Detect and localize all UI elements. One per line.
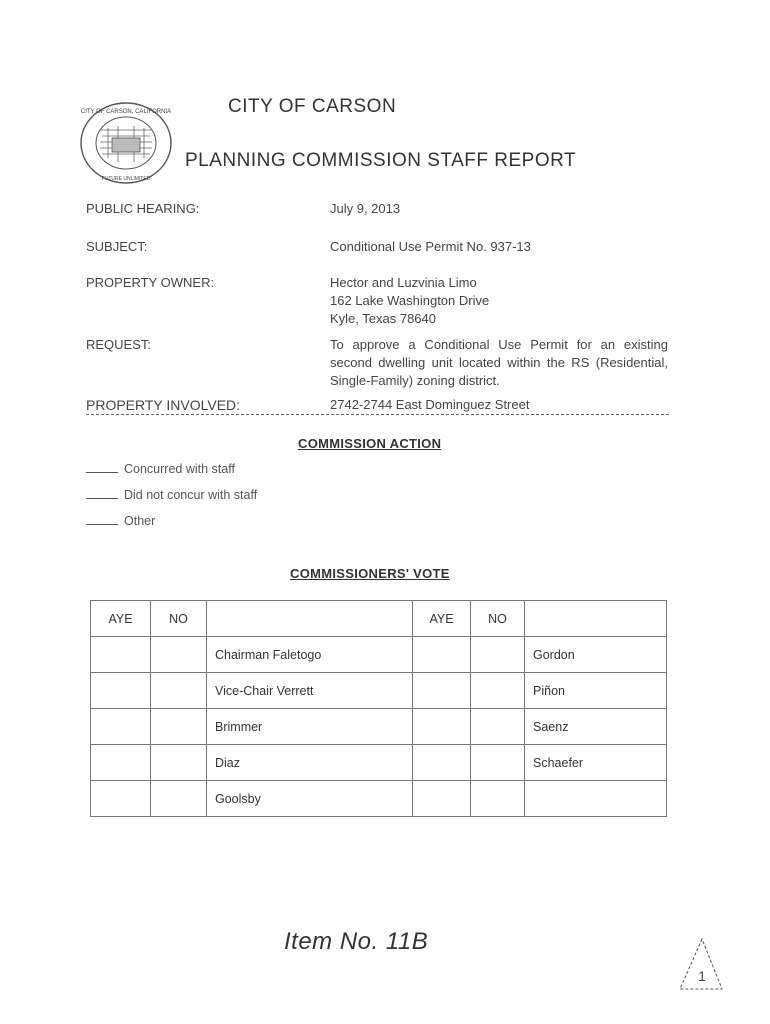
table-row	[91, 637, 667, 673]
divider-rule	[86, 414, 669, 415]
corner-mark-number: 1	[698, 968, 706, 984]
blank-line	[86, 498, 118, 499]
city-seal	[78, 100, 174, 186]
aye-cell	[91, 745, 151, 781]
item-number: Item No. 11B	[284, 928, 429, 955]
commissioner-name: Saenz	[525, 709, 667, 745]
no-cell	[471, 745, 525, 781]
commissioner-name: Diaz	[207, 745, 413, 781]
aye-cell	[413, 781, 471, 817]
action-option-concurred	[86, 462, 235, 476]
no-cell	[151, 673, 207, 709]
owner-street: 162 Lake Washington Drive	[330, 293, 490, 308]
label-property-involved: PROPERTY INVOLVED:	[86, 397, 241, 413]
label-property-owner: PROPERTY OWNER:	[86, 275, 215, 290]
no-cell	[151, 745, 207, 781]
aye-cell	[413, 673, 471, 709]
commissioner-name: Goolsby	[207, 781, 413, 817]
label-request: REQUEST:	[86, 337, 152, 352]
aye-cell	[91, 637, 151, 673]
table-row	[91, 745, 667, 781]
header-name-right	[525, 601, 667, 637]
header-aye-left: AYE	[91, 601, 151, 637]
no-cell	[151, 709, 207, 745]
value-request: To approve a Conditional Use Permit for an existing second dwelling unit located within the RS (Residential, Single-Family) zoning district.	[330, 337, 668, 388]
blank-line	[86, 472, 118, 473]
table-row	[91, 673, 667, 709]
commissioners-vote-table	[90, 600, 667, 817]
owner-city: Kyle, Texas 78640	[330, 311, 436, 326]
commissioner-name	[525, 781, 667, 817]
action-option-label: Did not concur with staff	[124, 488, 258, 502]
header-no-right: NO	[471, 601, 525, 637]
commissioners-vote-heading: COMMISSIONERS' VOTE	[290, 566, 450, 581]
commissioner-name: Schaefer	[525, 745, 667, 781]
value-property-involved: 2742-2744 East Dominguez Street	[330, 397, 530, 412]
commissioner-name: Gordon	[525, 637, 667, 673]
action-option-label: Other	[124, 514, 156, 528]
commissioner-name: Brimmer	[207, 709, 413, 745]
commissioner-name: Chairman Faletogo	[207, 637, 413, 673]
seal-top-text: CITY OF CARSON, CALIFORNIA	[80, 109, 172, 115]
commissioner-name: Piñon	[525, 673, 667, 709]
header-aye-right: AYE	[413, 601, 471, 637]
aye-cell	[413, 709, 471, 745]
no-cell	[471, 781, 525, 817]
aye-cell	[91, 673, 151, 709]
aye-cell	[413, 745, 471, 781]
value-property-owner	[330, 274, 668, 328]
value-public-hearing: July 9, 2013	[330, 201, 401, 216]
action-option-other	[86, 514, 155, 528]
commissioner-name: Vice-Chair Verrett	[207, 673, 413, 709]
label-public-hearing: PUBLIC HEARING:	[86, 201, 200, 216]
no-cell	[471, 709, 525, 745]
action-option-did-not-concur	[86, 488, 257, 502]
action-option-label: Concurred with staff	[124, 462, 235, 476]
owner-name: Hector and Luzvinia Limo	[330, 275, 477, 290]
aye-cell	[413, 637, 471, 673]
header-name-left	[207, 601, 413, 637]
city-title: CITY OF CARSON	[228, 96, 397, 117]
table-row	[91, 781, 667, 817]
aye-cell	[91, 709, 151, 745]
no-cell	[471, 637, 525, 673]
seal-bottom-text: FUTURE UNLIMITED	[101, 176, 151, 182]
triangle-icon	[676, 935, 726, 993]
no-cell	[151, 781, 207, 817]
commission-action-heading: COMMISSION ACTION	[298, 436, 442, 451]
label-subject: SUBJECT:	[86, 239, 148, 254]
no-cell	[151, 637, 207, 673]
blank-line	[86, 524, 118, 525]
no-cell	[471, 673, 525, 709]
table-row	[91, 709, 667, 745]
aye-cell	[91, 781, 151, 817]
report-title: PLANNING COMMISSION STAFF REPORT	[185, 150, 577, 171]
table-header-row	[91, 601, 667, 637]
value-subject: Conditional Use Permit No. 937-13	[330, 239, 531, 254]
header-no-left: NO	[151, 601, 207, 637]
